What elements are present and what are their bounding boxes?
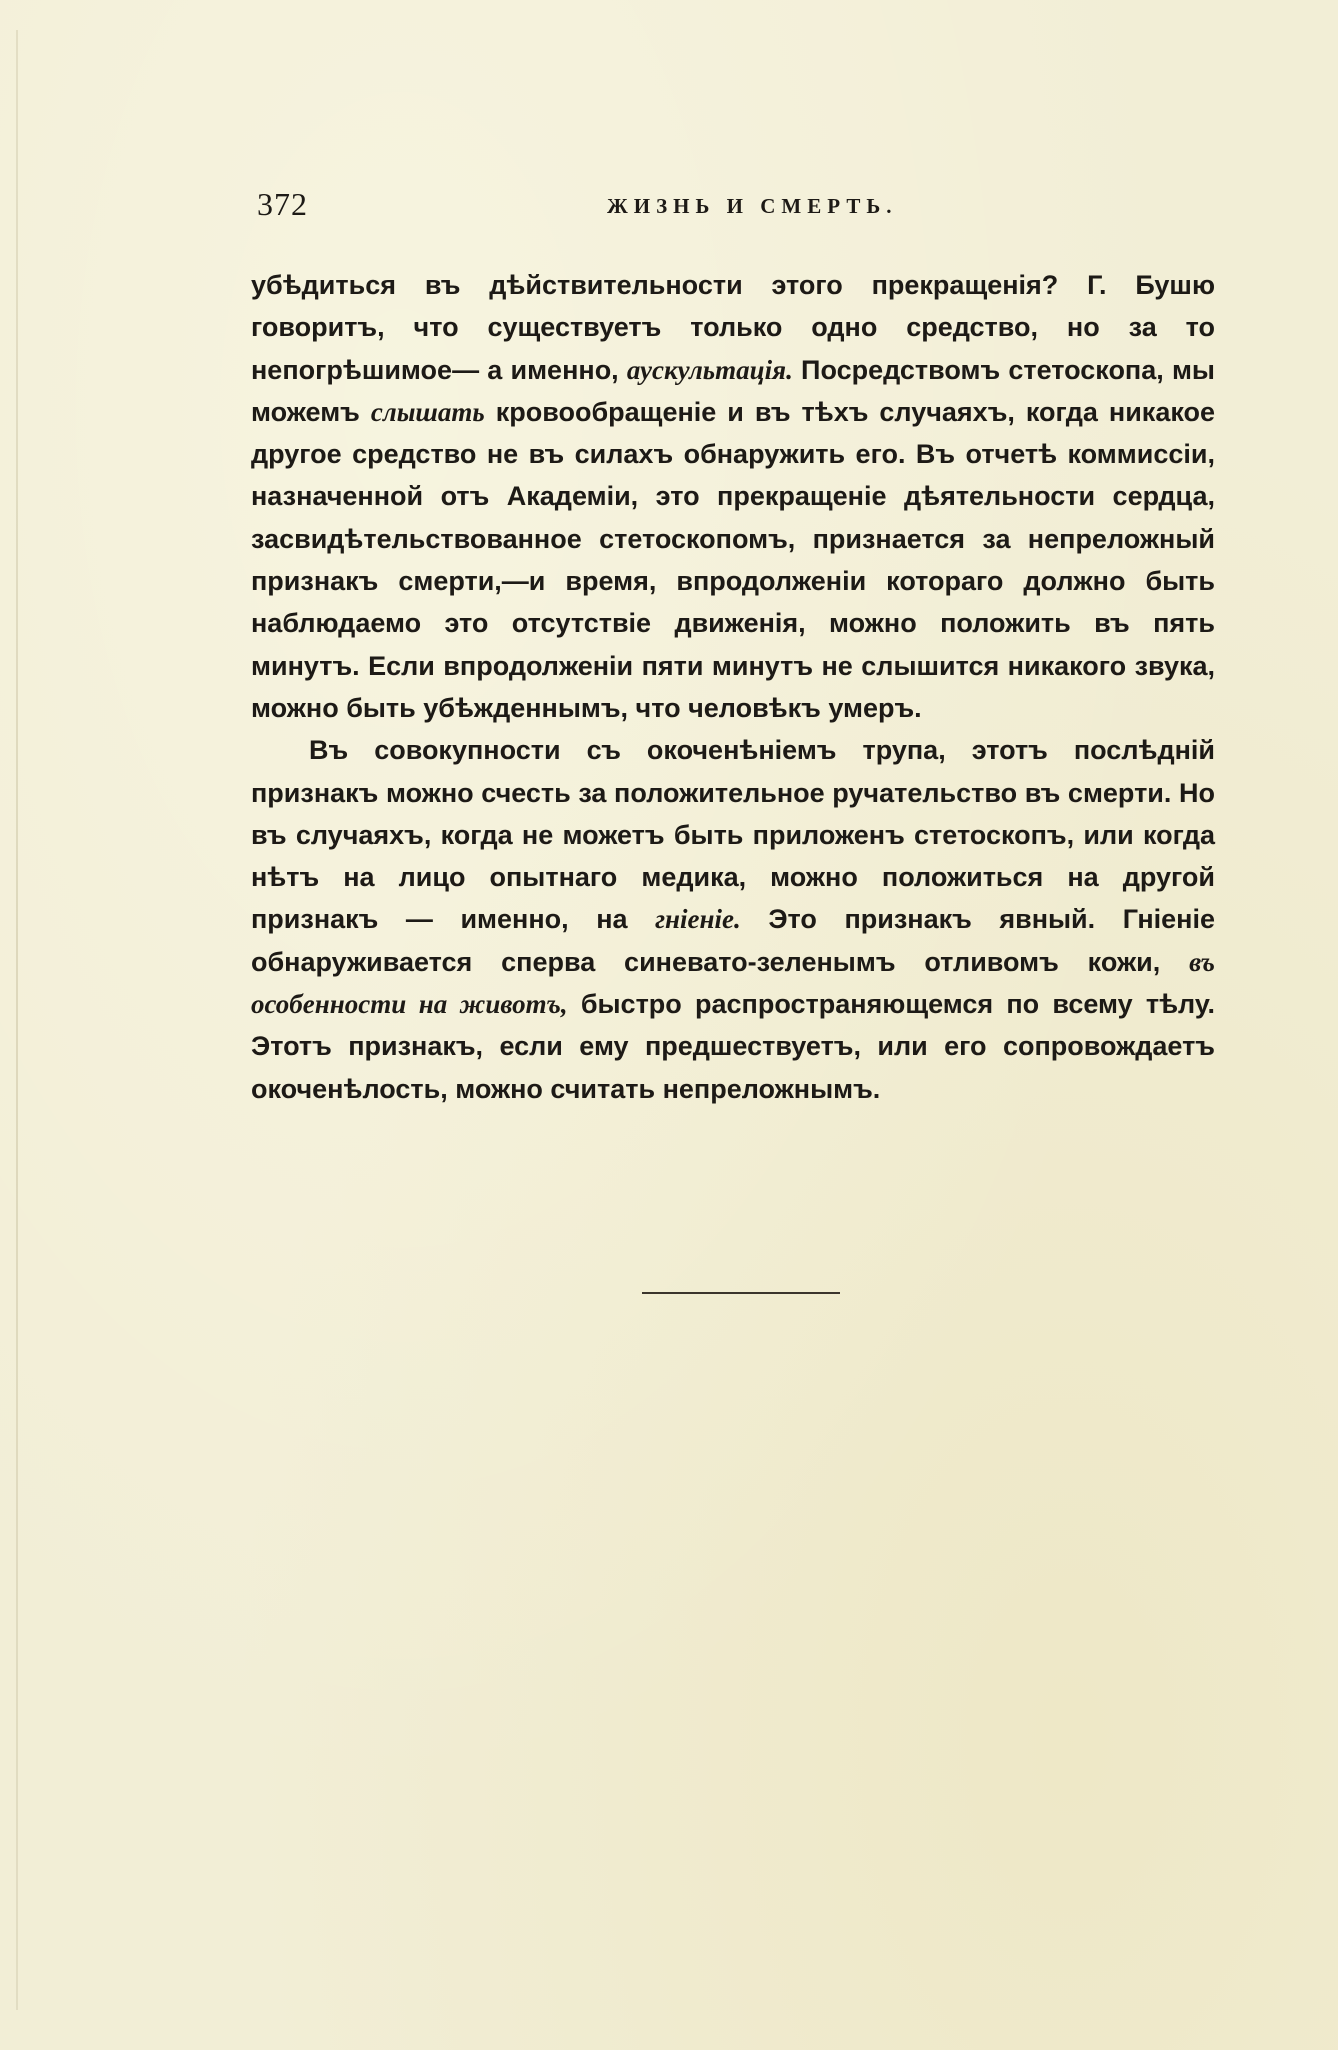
paragraph-2 [251,729,1215,1110]
text-segment: Въ совокупности съ окоченѣніемъ трупа, этотъ послѣдній признакъ можно счесть за положительное ручательство въ смерти. Но въ случаяхъ, когда не можетъ быть приложенъ стетоскопъ, или когда нѣтъ на лицо опытнаго медика, можно положиться на другой признакъ — именно, на [251,735,1215,935]
running-head [257,186,1207,230]
text-segment: быстро распространяющемся по всему тѣлу. Этотъ признакъ, если ему предшествуетъ, или его сопровождаетъ окоченѣлость, можно считать непреложнымъ. [251,989,1215,1104]
italic-term: аускультація. [626,354,793,385]
text-segment: убѣдиться въ дѣйствительности этого прекращенія? Г. Бушю говоритъ, что существуетъ только одно средство, но за то непогрѣшимое— а именно, [251,270,1215,385]
page-binding-edge [16,30,18,2010]
section-end-rule [642,1292,840,1294]
paragraph-1 [251,264,1215,729]
page-number: 372 [257,186,308,222]
italic-term: гніеніе. [655,904,741,935]
running-title: ЖИЗНЬ И СМЕРТЬ. [607,194,898,218]
italic-term: слышать [370,396,485,427]
italic-term: въ особенности на животъ, [251,946,1215,1020]
text-segment: кровообращеніе и въ тѣхъ случаяхъ, когда никакое другое средство не въ силахъ обнаружить его. Въ отчетѣ коммиссіи, назначенной отъ Академіи, это прекращеніе дѣятельности сердца, засвидѣтельствованное стетоскопомъ, признается за непреложный признакъ смерти,—и время, впродолженіи котораго должно быть наблюдаемо это отсутствіе движенія, можно положить въ пять минутъ. Если впродолженіи пяти минутъ не слышится никакого звука, можно быть убѣжденнымъ, что человѣкъ умеръ. [251,396,1215,723]
text-segment: Посредствомъ стетоскопа, мы можемъ [251,354,1215,427]
body-text [251,264,1215,1110]
text-segment: Это признакъ явный. Гніеніе обнаруживается сперва синевато-зеленымъ отливомъ кожи, [251,904,1215,977]
